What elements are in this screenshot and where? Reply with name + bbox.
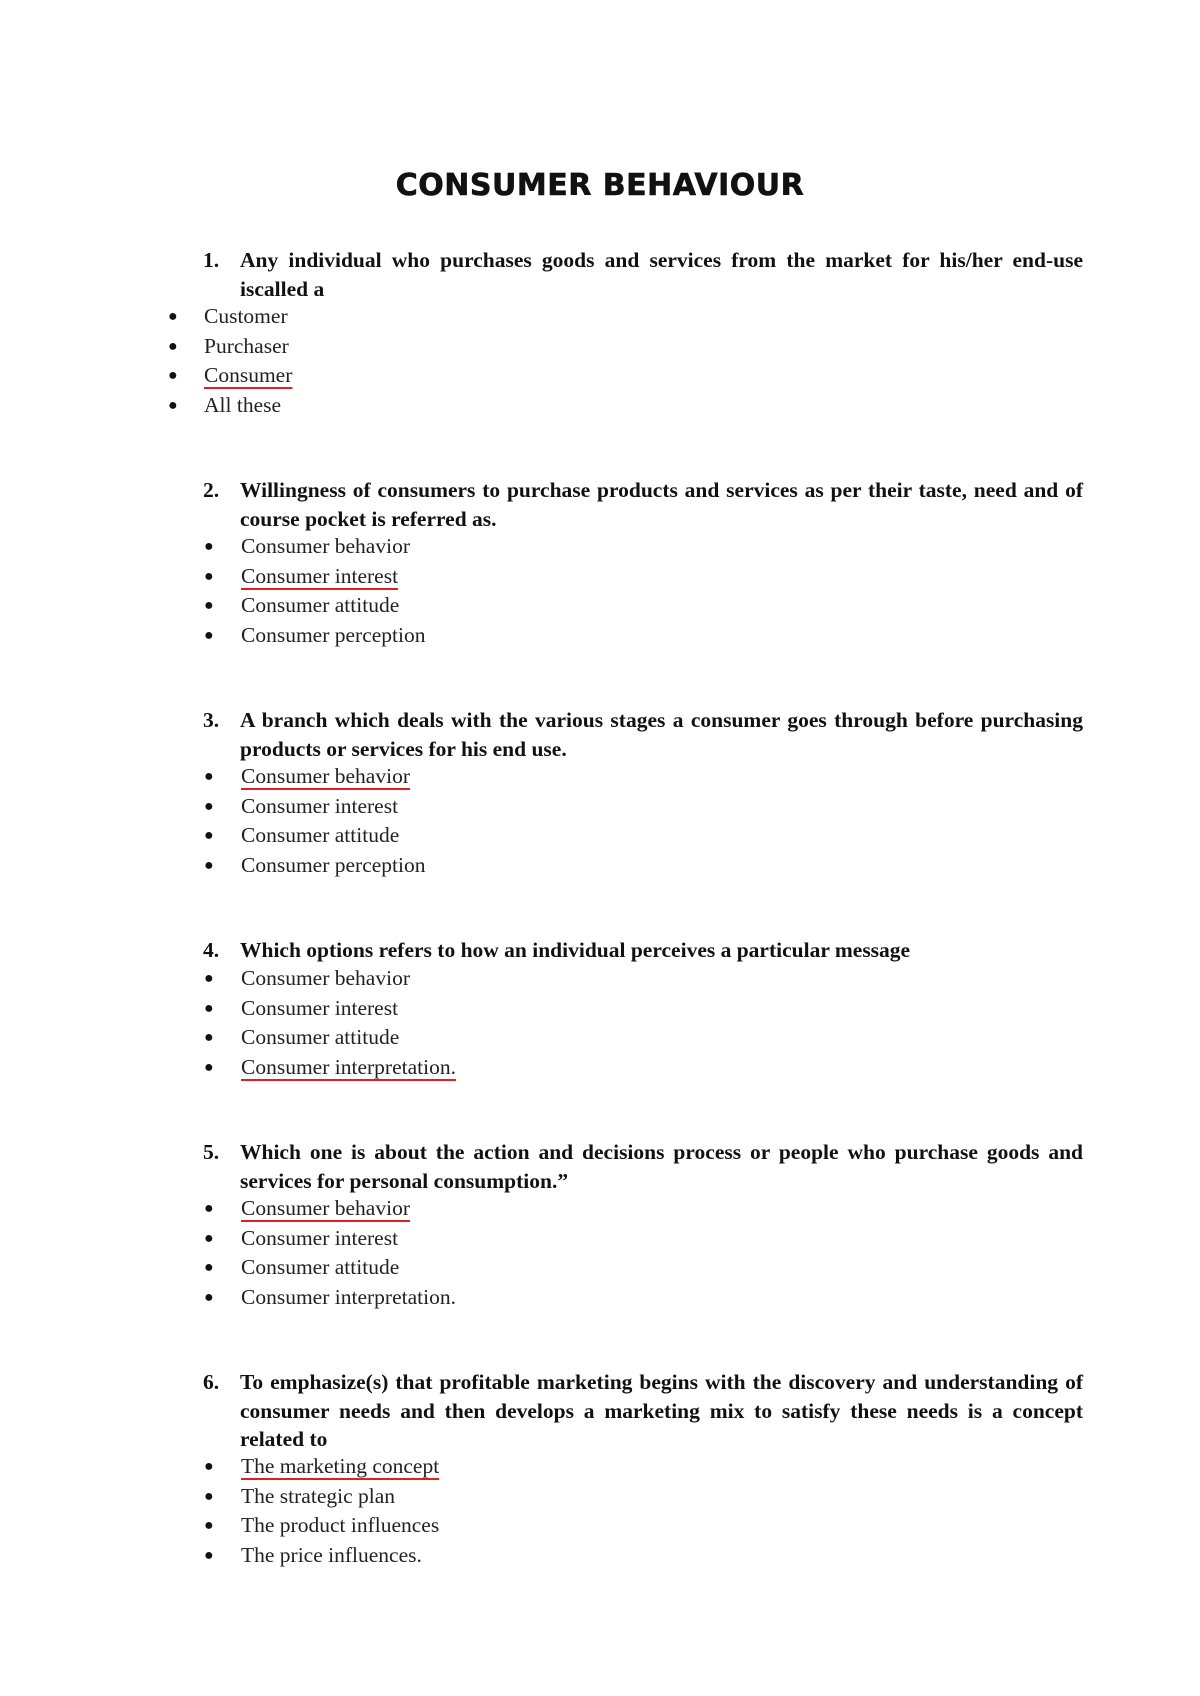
bullet-icon: ● xyxy=(204,1200,214,1217)
option-text: Consumer attitude xyxy=(241,823,400,847)
option-text: Consumer behavior xyxy=(241,534,410,558)
question-text: Which options refers to how an individual perceives a particular message xyxy=(240,938,911,962)
bullet-icon: ● xyxy=(204,856,214,874)
bullet-icon: ● xyxy=(204,1058,214,1076)
bullet-icon: ● xyxy=(204,797,214,815)
option-text: The product influences xyxy=(241,1513,440,1537)
bullet-icon: ● xyxy=(204,567,214,585)
bullet-icon: ● xyxy=(168,367,178,384)
question-text: Any individual who purchases goods and services from the market for his/her end-use iscalled a xyxy=(240,248,1083,301)
option-text: The strategic plan xyxy=(241,1483,396,1508)
question-3 xyxy=(203,706,1083,763)
bullet-icon: ● xyxy=(168,337,178,355)
option-text: The marketing concept xyxy=(241,1454,440,1478)
option-text: Consumer behavior xyxy=(241,1196,410,1220)
bullet-icon: ● xyxy=(204,597,214,614)
option-text: Consumer attitude xyxy=(241,1255,400,1279)
option-text: Consumer perception xyxy=(241,852,426,877)
question-number: 3. xyxy=(203,708,220,732)
option-text: Consumer attitude xyxy=(241,1025,400,1049)
option-text: Consumer perception xyxy=(241,622,426,647)
option-text: Customer xyxy=(204,304,288,328)
question-number: 6. xyxy=(203,1370,220,1394)
option-text: Consumer attitude xyxy=(241,593,400,617)
option-text: All these xyxy=(204,392,282,417)
bullet-icon: ● xyxy=(204,1458,214,1475)
bullet-icon: ● xyxy=(204,1259,214,1276)
option-text: Consumer interest xyxy=(241,563,399,588)
option-text: Consumer interest xyxy=(241,793,399,818)
bullet-icon: ● xyxy=(204,1288,214,1306)
bullet-icon: ● xyxy=(204,970,214,987)
option-text: Consumer interest xyxy=(241,995,399,1020)
question-number: 1. xyxy=(203,248,220,272)
option-text: Consumer behavior xyxy=(241,764,410,788)
bullet-icon: ● xyxy=(204,1487,214,1505)
option-text: Consumer interpretation. xyxy=(241,1054,456,1079)
bullet-icon: ● xyxy=(204,999,214,1017)
question-number: 5. xyxy=(203,1140,220,1164)
bullet-icon: ● xyxy=(204,1229,214,1247)
question-text: To emphasize(s) that profitable marketing begins with the discovery and understanding of consumer needs and then develops a marketing mix to satisfy these needs is a concept related to xyxy=(240,1370,1083,1451)
bullet-icon: ● xyxy=(204,1517,214,1534)
question-2 xyxy=(203,476,1083,533)
bullet-icon: ● xyxy=(204,538,214,555)
document-title: CONSUMER BEHAVIOUR xyxy=(395,168,805,203)
question-text: Which one is about the action and decisions process or people who purchase goods and services for personal consumption.” xyxy=(240,1140,1083,1193)
bullet-icon: ● xyxy=(168,308,178,325)
option-text: Consumer behavior xyxy=(241,966,410,990)
option-text: The price influences. xyxy=(241,1542,422,1567)
option-text: Consumer xyxy=(204,363,293,387)
question-1 xyxy=(203,246,1083,303)
bullet-icon: ● xyxy=(204,768,214,785)
bullet-icon: ● xyxy=(168,396,178,414)
bullet-icon: ● xyxy=(204,1029,214,1046)
bullet-icon: ● xyxy=(204,1546,214,1564)
question-text: Willingness of consumers to purchase products and services as per their taste, need and of course pocket is referred as. xyxy=(240,478,1083,531)
question-6 xyxy=(203,1368,1083,1454)
question-5 xyxy=(203,1138,1083,1195)
option-text: Consumer interpretation. xyxy=(241,1284,456,1309)
question-4 xyxy=(203,936,1083,965)
question-number: 2. xyxy=(203,478,220,502)
option-text: Consumer interest xyxy=(241,1225,399,1250)
option-text: Purchaser xyxy=(204,333,289,358)
question-number: 4. xyxy=(203,938,220,962)
question-text: A branch which deals with the various stages a consumer goes through before purchasing products or services for his end use. xyxy=(240,708,1083,761)
bullet-icon: ● xyxy=(204,626,214,644)
bullet-icon: ● xyxy=(204,827,214,844)
